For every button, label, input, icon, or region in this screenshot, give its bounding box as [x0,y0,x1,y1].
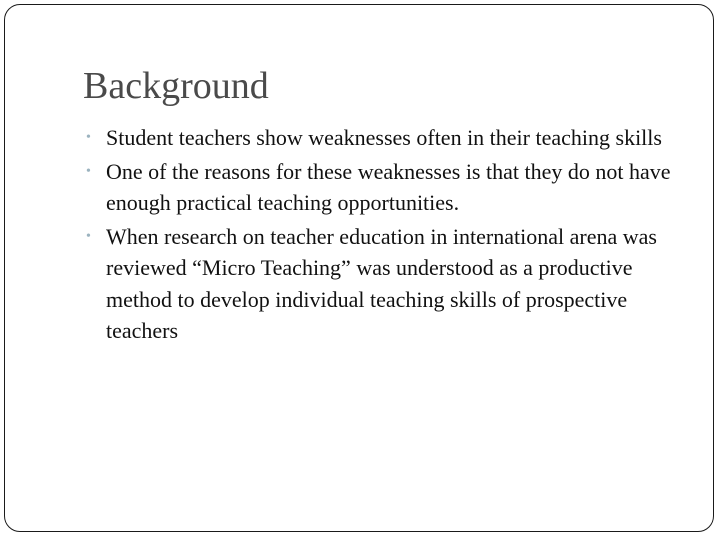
slide-frame [4,4,714,532]
bullet-item [83,156,683,219]
bullet-text: Student teachers show weaknesses often in their teaching skills [106,125,662,150]
bullet-text: When research on teacher education in international arena was reviewed “Micro Teaching” was understood as a productive method to develop individual teaching skills of prospective teachers [106,223,657,343]
bullet-dot-icon: • [86,228,91,244]
bullet-dot-icon: • [86,130,91,145]
bullet-text: One of the reasons for these weaknesses is that they do not have enough practical teaching opportunities. [106,158,671,215]
slide-title: Background [83,65,269,107]
bullet-dot-icon: • [86,163,91,179]
bullet-item [83,122,683,154]
bullet-list [83,122,683,349]
bullet-item [83,221,683,347]
